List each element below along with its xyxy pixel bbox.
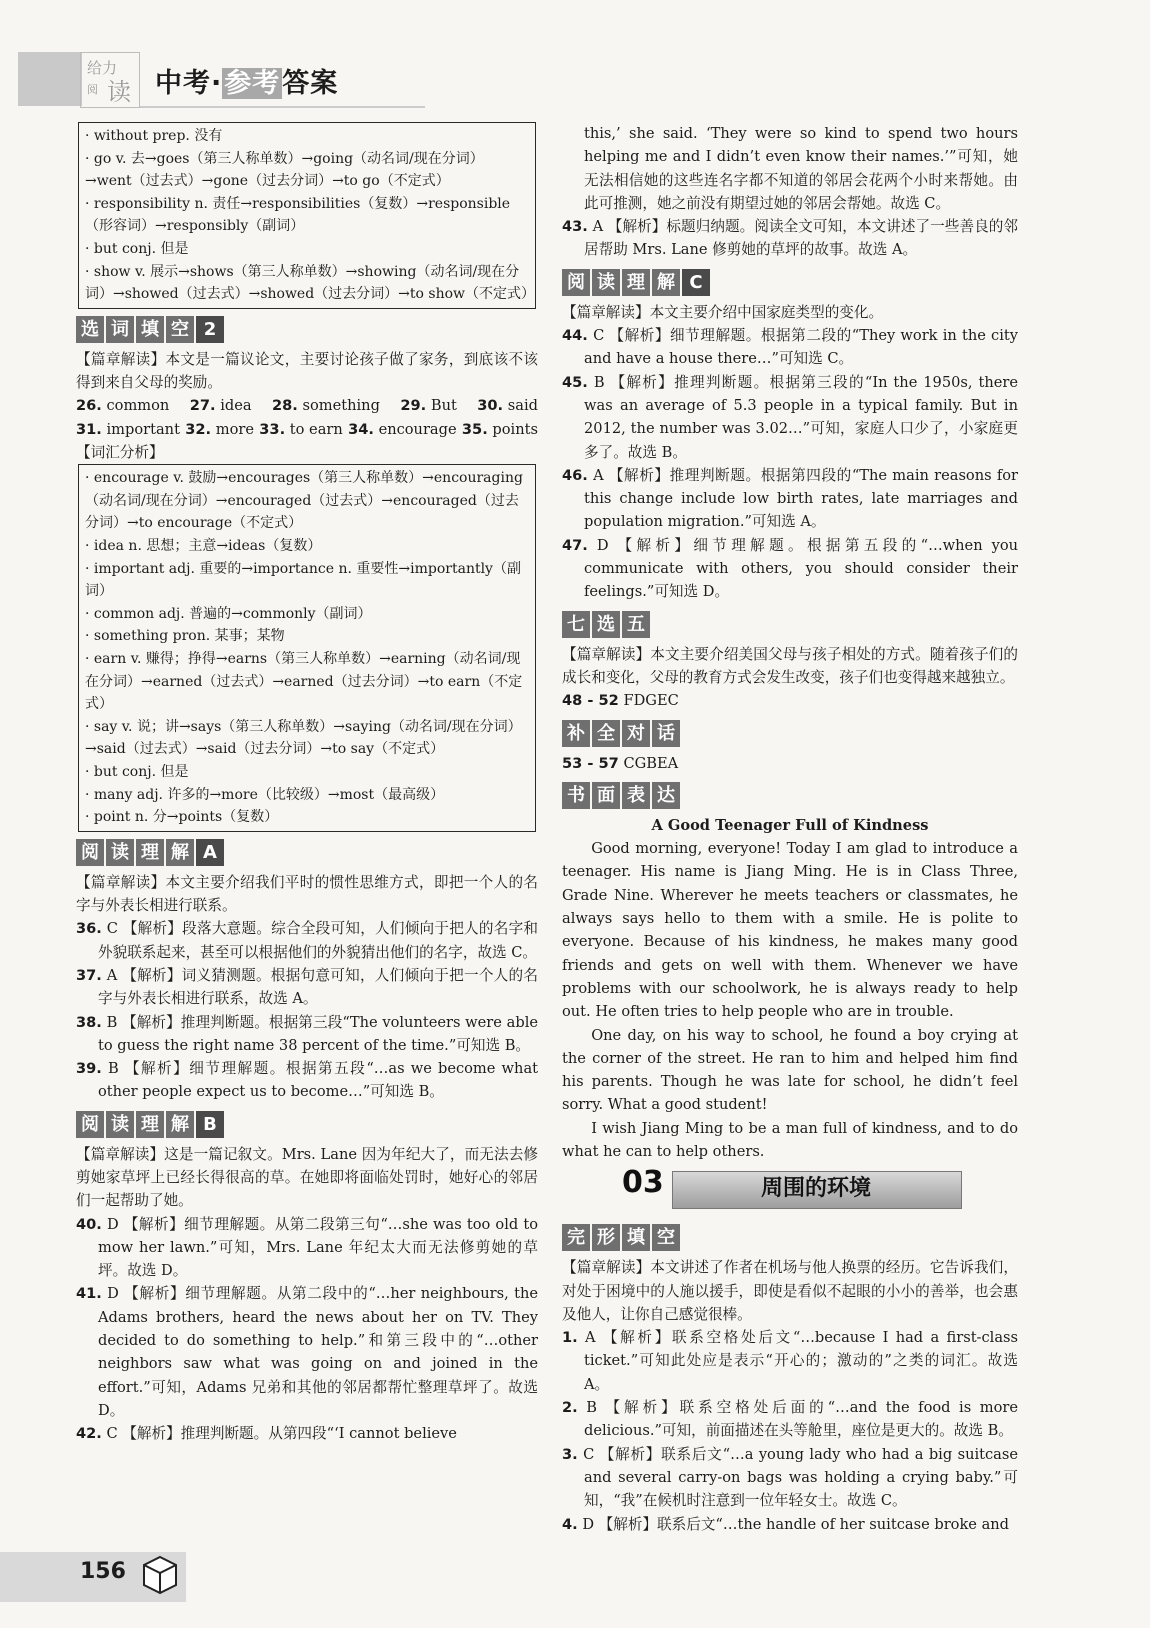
header-rule: [140, 106, 425, 108]
answer-row-2: [76, 418, 538, 441]
page-header: [0, 0, 1150, 112]
question-item: [562, 534, 1018, 604]
answer-row-1: [76, 394, 538, 417]
question-num: 42.: [76, 1425, 102, 1443]
vocab-box-2: [78, 464, 536, 832]
cube-icon: [140, 1554, 180, 1596]
section-band-writing: [562, 781, 1018, 810]
vocab-item: · earn v. 赚得；挣得→earns（第三人称单数）→earning（动名词/现在分词）→earned（过去式）→earned（过去分词）→to earn（不定式）: [85, 650, 523, 713]
vocab-item: · but conj. 但是: [85, 763, 189, 780]
band-tag: 2: [196, 316, 224, 343]
band-char: 七: [562, 611, 590, 638]
answer-text: idea: [220, 397, 252, 415]
band-char: 空: [652, 1224, 680, 1251]
answer-num: 48 - 52: [562, 692, 619, 710]
answer-num: 34.: [348, 420, 374, 438]
question-item: [562, 215, 1018, 262]
answer-text: to earn: [289, 420, 343, 438]
question-num: 46.: [562, 466, 588, 484]
question-num: 36.: [76, 920, 102, 938]
section-band-readB: [76, 1110, 538, 1139]
band-char: 面: [592, 782, 620, 809]
vocab-item: · important adj. 重要的→importance n. 重要性→importantly（副词）: [85, 560, 521, 600]
answer-num: 53 - 57: [562, 754, 619, 772]
band-char: 读: [106, 839, 134, 866]
band-char: 阅: [76, 839, 104, 866]
question-text: D 【解析】联系后文“…the handle of her suitcase broke and: [582, 1515, 1010, 1533]
question-item: [562, 1513, 1018, 1536]
answer-text: said: [507, 397, 538, 415]
band-char: 解: [166, 839, 194, 866]
section-band-seven: [562, 610, 1018, 639]
page-title: [155, 66, 338, 102]
essay-paragraph: Good morning, everyone! Today I am glad to introduce a teenager. His name is Jiang Ming. He is in Class Three, Grade Nine. Wherever he meets teachers or classmates, he always says hello to them with a smile. He is polite to everyone. Because of his kindness, he makes many good friends and gets on well with them. Whenever we have problems with our schoolwork, he is always ready to help out. He often tries to help people who are in trouble.: [562, 840, 1018, 1021]
question-text: C 【解析】联系后文“…a young lady who had a big suitcase and several carry-on bags was holding a crying baby.”可知，“我”在候机时注意到一位年轻女士。故选 C。: [583, 1445, 1019, 1510]
page-footer: [0, 1546, 1150, 1628]
logo-block: [18, 52, 82, 106]
question-text: D 【解析】细节理解题。从第二段中的“…her neighbours, the Adams brothers, heard the news about her on TV. They decided to do something to help.”和第三段中的“…other neighbors saw what was going on and joined in the effort.”可知，Adams 兄弟和其他的邻居都帮忙整理草坪了。故选 D。: [98, 1285, 538, 1419]
question-num: 43.: [562, 218, 588, 236]
question-text: D 【解析】细节理解题。根据第五段的“…when you communicate with others, you should consider their feelings.”可知选 D。: [584, 536, 1019, 601]
question-text: A 【解析】推理判断题。根据第四段的“The main reasons for this change include low birth rates, late marriages and population migration.”可知选 A。: [584, 466, 1018, 531]
band-char: 理: [136, 839, 164, 866]
vocab-item: · without prep. 没有: [85, 128, 223, 144]
band-char: 读: [106, 1111, 134, 1138]
answer-text: encourage: [378, 420, 457, 438]
question-item: [562, 371, 1018, 464]
question-item: [76, 964, 538, 1011]
band-char: 全: [592, 720, 620, 747]
question-item: [76, 1057, 538, 1104]
answer-text: CGBEA: [623, 754, 679, 772]
answer-item: [190, 394, 252, 417]
summary-cloze2: 【篇章解读】本文是一篇议论文，主要讨论孩子做了家务，到底该不该得到来自父母的奖励。: [76, 350, 538, 392]
question-num: 47.: [562, 536, 588, 554]
answer-num: 35.: [461, 420, 488, 438]
question-text: C 【解析】推理判断题。从第四段“‘I cannot believe: [106, 1425, 457, 1443]
band-char: 阅: [76, 1111, 104, 1138]
band-char: 阅: [562, 269, 590, 296]
vocab-item: · responsibility n. 责任→responsibilities（复数）→responsible（形容词）→responsibly（副词）: [85, 195, 511, 235]
question-item: [76, 1011, 538, 1058]
question-text: B 【解析】推理判断题。根据第三段“The volunteers were able to guess the right name 38 percent of the time.”可知选 B。: [98, 1013, 538, 1054]
answer-text: FDGEC: [623, 692, 679, 710]
answer-line: [562, 689, 1018, 712]
answer-text: But: [430, 397, 457, 415]
band-char: 理: [622, 269, 650, 296]
question-text: A 【解析】联系空格处后文“…because I had a first-class ticket.”可知此处应是表示“开心的；激动的”之类的词汇。故选 A。: [584, 1329, 1019, 1393]
left-column: [76, 122, 538, 1446]
answer-item: [462, 418, 538, 441]
question-item: [76, 917, 538, 964]
band-tag: A: [196, 839, 224, 866]
question-text: C 【解析】段落大意题。综合全段可知，人们倾向于把人的名字和外貌联系起来，甚至可以根据他们的外貌猜出他们的名字，故选 C。: [98, 920, 539, 961]
essay-body: [562, 837, 1018, 1163]
vocab-item: · say v. 说；讲→says（第三人称单数）→saying（动名词/现在分词）→said（过去式）→said（过去分词）→to say（不定式）: [85, 718, 522, 758]
unit-number: 03: [622, 1165, 664, 1201]
right-column: [562, 122, 1018, 1536]
logo-text-3: 读: [107, 78, 131, 106]
band-char: 表: [622, 782, 650, 809]
band-char: 话: [652, 720, 680, 747]
summary-readA: 【篇章解读】本文主要介绍我们平时的惯性思维方式，即把一个人的名字与外表长相进行联系。: [76, 873, 538, 915]
vocab-box-1: [78, 122, 536, 309]
question-num: 1.: [562, 1329, 578, 1347]
answer-item: [477, 394, 538, 417]
band-char: 对: [622, 720, 650, 747]
question-num: 38.: [76, 1013, 102, 1031]
answer-text: more: [215, 420, 254, 438]
essay-title: A Good Teenager Full of Kindness: [651, 816, 929, 834]
question-text: B 【解析】联系空格处后面的“…and the food is more delicious.”可知，前面描述在头等舱里，座位是更大的。故选 B。: [584, 1399, 1019, 1440]
answer-item: [348, 418, 457, 441]
answer-item: [400, 394, 457, 417]
question-text: B 【解析】推理判断题。根据第三段的“In the 1950s, there was an average of 5.3 people in a typical family. But in 2012, the number was 3.02…”可知，家庭人口少了，小家庭更多了。故选 B。: [584, 373, 1019, 461]
band-char: 五: [622, 611, 650, 638]
band-tag: B: [196, 1111, 224, 1138]
answer-text: something: [302, 397, 380, 415]
answer-text: important: [106, 420, 180, 438]
band-char: 达: [652, 782, 680, 809]
question-num: 39.: [76, 1060, 102, 1078]
answer-item: [185, 418, 254, 441]
answer-num: 32.: [185, 420, 212, 438]
vocab-item: · many adj. 许多的→more（比较级）→most（最高级）: [85, 786, 445, 803]
answer-num: 26.: [76, 397, 102, 415]
band-char: 完: [562, 1224, 590, 1251]
summary-readC: 【篇章解读】本文主要介绍中国家庭类型的变化。: [562, 303, 884, 321]
answer-num: 29.: [400, 397, 427, 415]
band-char: 选: [76, 316, 104, 343]
question-item: [76, 1282, 538, 1422]
question-num: 41.: [76, 1285, 102, 1303]
answer-item: [76, 418, 180, 441]
question-text: A 【解析】词义猜测题。根据句意可知，人们倾向于把一个人的名字与外表长相进行联系，故选 A。: [98, 966, 538, 1008]
question-item: [562, 1443, 1018, 1513]
question-num: 45.: [562, 373, 588, 391]
vocab-item: · encourage v. 鼓励→encourages（第三人称单数）→encouraging（动名词/现在分词）→encouraged（过去式）→encouraged（过去分词）→to encourage（不定式）: [85, 470, 523, 532]
vocab-item: · common adj. 普遍的→commonly（副词）: [85, 605, 372, 622]
answer-num: 30.: [477, 397, 504, 415]
answer-item: [272, 394, 380, 417]
answer-item: [259, 418, 343, 441]
question-item: [76, 1422, 538, 1445]
section-band-cloze: [562, 1223, 1018, 1252]
logo-text-2: 阅: [87, 83, 98, 96]
question-num: 3.: [562, 1445, 578, 1463]
band-char: 词: [106, 316, 134, 343]
question-text: A 【解析】标题归纳题。阅读全文可知，本文讲述了一些善良的邻居帮助 Mrs. Lane 修剪她的草坪的故事。故选 A。: [584, 218, 1018, 259]
section-band-cloze2: [76, 315, 538, 344]
answer-text: points: [492, 420, 538, 438]
essay-paragraph: I wish Jiang Ming to be a man full of kindness, and to do what he can to help others.: [562, 1119, 1018, 1160]
vocab-item: · show v. 展示→shows（第三人称单数）→showing（动名词/现在分词）→showed（过去式）→showed（过去分词）→to show（不定式）: [85, 263, 536, 303]
question-num: 2.: [562, 1399, 578, 1417]
vocab-item: · something pron. 某事；某物: [85, 628, 285, 645]
question-text: C 【解析】细节理解题。根据第二段的“They work in the city and have a house there…”可知选 C。: [584, 327, 1019, 368]
summary-seven: 【篇章解读】本文主要介绍美国父母与孩子相处的方式。随着孩子们的成长和变化，父母的教育方式会发生改变，孩子们也变得越来越独立。: [562, 645, 1018, 686]
logo-text-1: 给力: [87, 59, 118, 77]
question-item: [562, 464, 1018, 534]
answer-line: [562, 752, 1018, 775]
band-char: 书: [562, 782, 590, 809]
band-char: 补: [562, 720, 590, 747]
title-part-2: 参考: [224, 68, 281, 99]
unit-banner: [562, 1167, 1018, 1217]
question-text: D 【解析】细节理解题。从第二段第三句“…she was too old to mow her lawn.”可知，Mrs. Lane 年纪太大而无法修剪她的草坪。故选 D。: [98, 1215, 539, 1280]
answer-num: 31.: [76, 420, 102, 438]
question-42-continued: this,’ she said. ‘They were so kind to spend two hours helping me and I didn’t even know their names.’”可知，她无法相信她的这些连名字都不知道的邻居会花两个小时来帮她。由此可推测，她之前没有期望过她的邻居会帮她。故选 C。: [584, 125, 1018, 212]
section-band-readC: [562, 268, 1018, 297]
band-char: 读: [592, 269, 620, 296]
vocab-item: · point n. 分→points（复数）: [85, 809, 279, 826]
series-logo: [80, 52, 140, 108]
section-band-readA: [76, 838, 538, 867]
question-item: [562, 324, 1018, 371]
answer-num: 28.: [272, 397, 298, 415]
question-item: [562, 1396, 1018, 1443]
vocab-item: · but conj. 但是: [85, 240, 189, 257]
answer-num: 27.: [189, 397, 216, 415]
summary-readB: 【篇章解读】这是一篇记叙文。Mrs. Lane 因为年纪大了，而无法去修剪她家草坪上已经长得很高的草。在她即将面临处罚时，她好心的邻居们一起帮助了她。: [76, 1145, 538, 1210]
band-char: 填: [136, 316, 164, 343]
question-num: 44.: [562, 327, 588, 345]
question-item: [562, 1326, 1018, 1396]
band-char: 形: [592, 1224, 620, 1251]
title-part-1: 中考·: [155, 68, 223, 99]
vocab-heading: 【词汇分析】: [76, 443, 164, 461]
question-num: 40.: [76, 1215, 102, 1233]
band-char: 解: [652, 269, 680, 296]
answer-text: common: [106, 397, 170, 415]
title-part-3: 答案: [282, 68, 339, 99]
question-item: [76, 1213, 538, 1283]
band-char: 解: [166, 1111, 194, 1138]
vocab-item: · go v. 去→goes（第三人称单数）→going（动名词/现在分词）→went（过去式）→gone（过去分词）→to go（不定式）: [85, 150, 484, 190]
question-num: 4.: [562, 1515, 578, 1533]
band-char: 选: [592, 611, 620, 638]
band-char: 理: [136, 1111, 164, 1138]
question-text: B 【解析】细节理解题。根据第五段“…as we become what other people expect us to become…”可知选 B。: [98, 1060, 539, 1101]
answer-num: 33.: [259, 420, 286, 438]
answer-item: [76, 394, 169, 417]
section-band-dialog: [562, 719, 1018, 748]
band-char: 填: [622, 1224, 650, 1251]
page-number: 156: [80, 1559, 126, 1584]
summary-cloze: 【篇章解读】本文讲述了作者在机场与他人换票的经历。它告诉我们，对处于困境中的人施以援手，即使是看似不起眼的小小的善举，也会惠及他人，让你自己感觉很棒。: [562, 1259, 1018, 1323]
unit-title: 周围的环境: [760, 1176, 871, 1202]
band-tag: C: [682, 269, 710, 296]
vocab-item: · idea n. 思想；主意→ideas（复数）: [85, 538, 322, 555]
band-char: 空: [166, 316, 194, 343]
essay-paragraph: One day, on his way to school, he found a boy crying at the corner of the street. He ran to him and helped him find his parents. Though he was late for school, he didn’t feel sorry. What a good student!: [562, 1026, 1018, 1114]
question-num: 37.: [76, 966, 102, 984]
